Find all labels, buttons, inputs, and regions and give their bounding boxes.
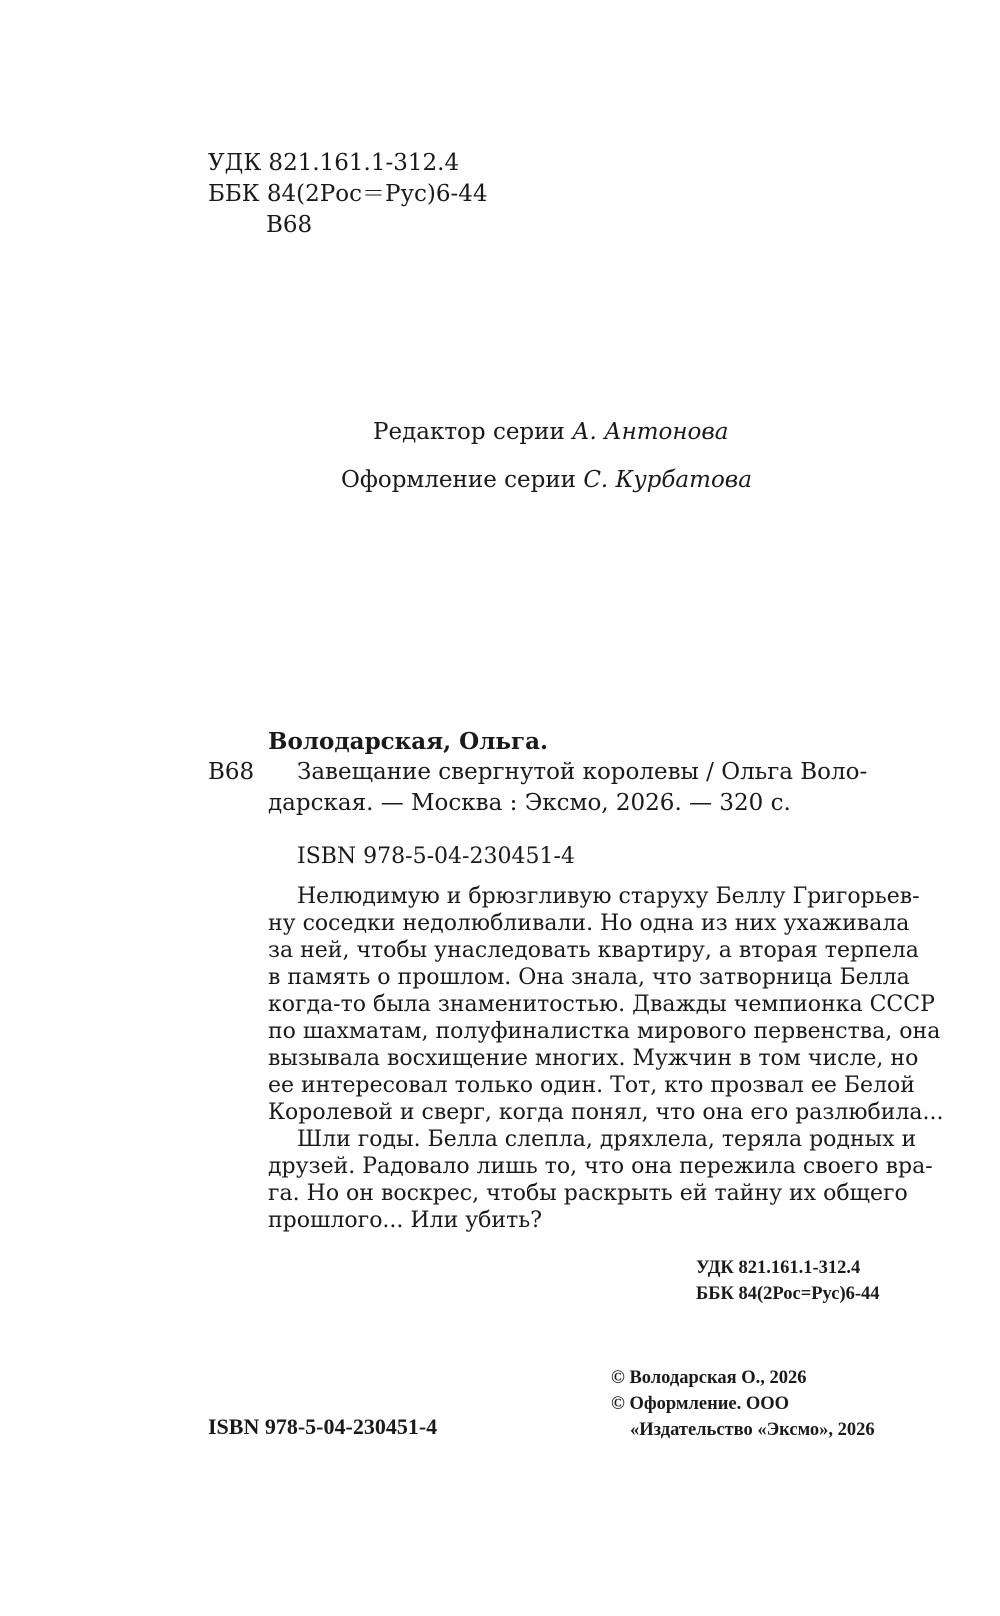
annotation-line: когда-то была знаменитостью. Дважды чемпионка СССР <box>268 992 935 1017</box>
udk-code: УДК 821.161.1-312.4 <box>208 150 460 176</box>
series-design-label: Оформление серии <box>341 467 584 493</box>
record-author: Володарская, Ольга. <box>268 728 549 755</box>
annotation-line: Нелюдимую и брюзгливую старуху Беллу Григорьев- <box>297 884 920 909</box>
bbk-code: ББК 84(2Рос＝Рус)6-44 <box>208 181 488 207</box>
annotation-line: по шахматам, полуфиналистка мирового первенства, она <box>268 1019 941 1044</box>
annotation-line: ее интересовал только один. Тот, кто прозвал ее Белой <box>268 1073 915 1098</box>
series-editor <box>373 417 729 447</box>
annotation-line: вызывала восхищение многих. Мужчин в том числе, но <box>268 1046 919 1071</box>
record-isbn: ISBN 978-5-04-230451-4 <box>297 844 575 869</box>
annotation-line: за ней, чтобы унаследовать квартиру, а вторая терпела <box>268 938 919 963</box>
annotation-line: га. Но он воскрес, чтобы раскрыть ей тайну их общего <box>268 1181 908 1206</box>
copyright-publisher: «Издательство «Эксмо», 2026 <box>630 1420 875 1440</box>
annotation-line: прошлого... Или убить? <box>268 1208 543 1233</box>
record-title-line-1: Завещание свергнутой королевы / Ольга Воло- <box>297 759 868 785</box>
footer-bbk: ББК 84(2Рос=Рус)6-44 <box>696 1284 880 1304</box>
record-mark: В68 <box>208 759 255 785</box>
series-editor-label: Редактор серии <box>373 419 573 445</box>
series-editor-name: А. Антонова <box>572 419 729 445</box>
bottom-isbn: ISBN 978-5-04-230451-4 <box>208 1414 438 1439</box>
footer-udk: УДК 821.161.1-312.4 <box>696 1258 861 1278</box>
annotation-line: в память о прошлом. Она знала, что затворница Белла <box>268 965 910 990</box>
annotation-line: ну соседки недолюбливали. Но одна из них ухаживала <box>268 911 910 936</box>
record-title-line-2: дарская. — Москва : Эксмо, 2026. — 320 с. <box>268 790 791 816</box>
annotation-line: Шли годы. Белла слепла, дряхлела, теряла родных и <box>297 1127 917 1152</box>
copyright-author: © Володарская О., 2026 <box>611 1368 807 1388</box>
series-design <box>341 465 752 495</box>
annotation-line: друзей. Радовало лишь то, что она пережила своего вра- <box>268 1154 933 1179</box>
copyright-design: © Оформление. ООО <box>611 1394 790 1414</box>
author-mark: В68 <box>266 212 313 238</box>
annotation-line: Королевой и сверг, когда понял, что она его разлюбила... <box>268 1100 944 1125</box>
series-design-name: С. Курбатова <box>583 467 752 493</box>
